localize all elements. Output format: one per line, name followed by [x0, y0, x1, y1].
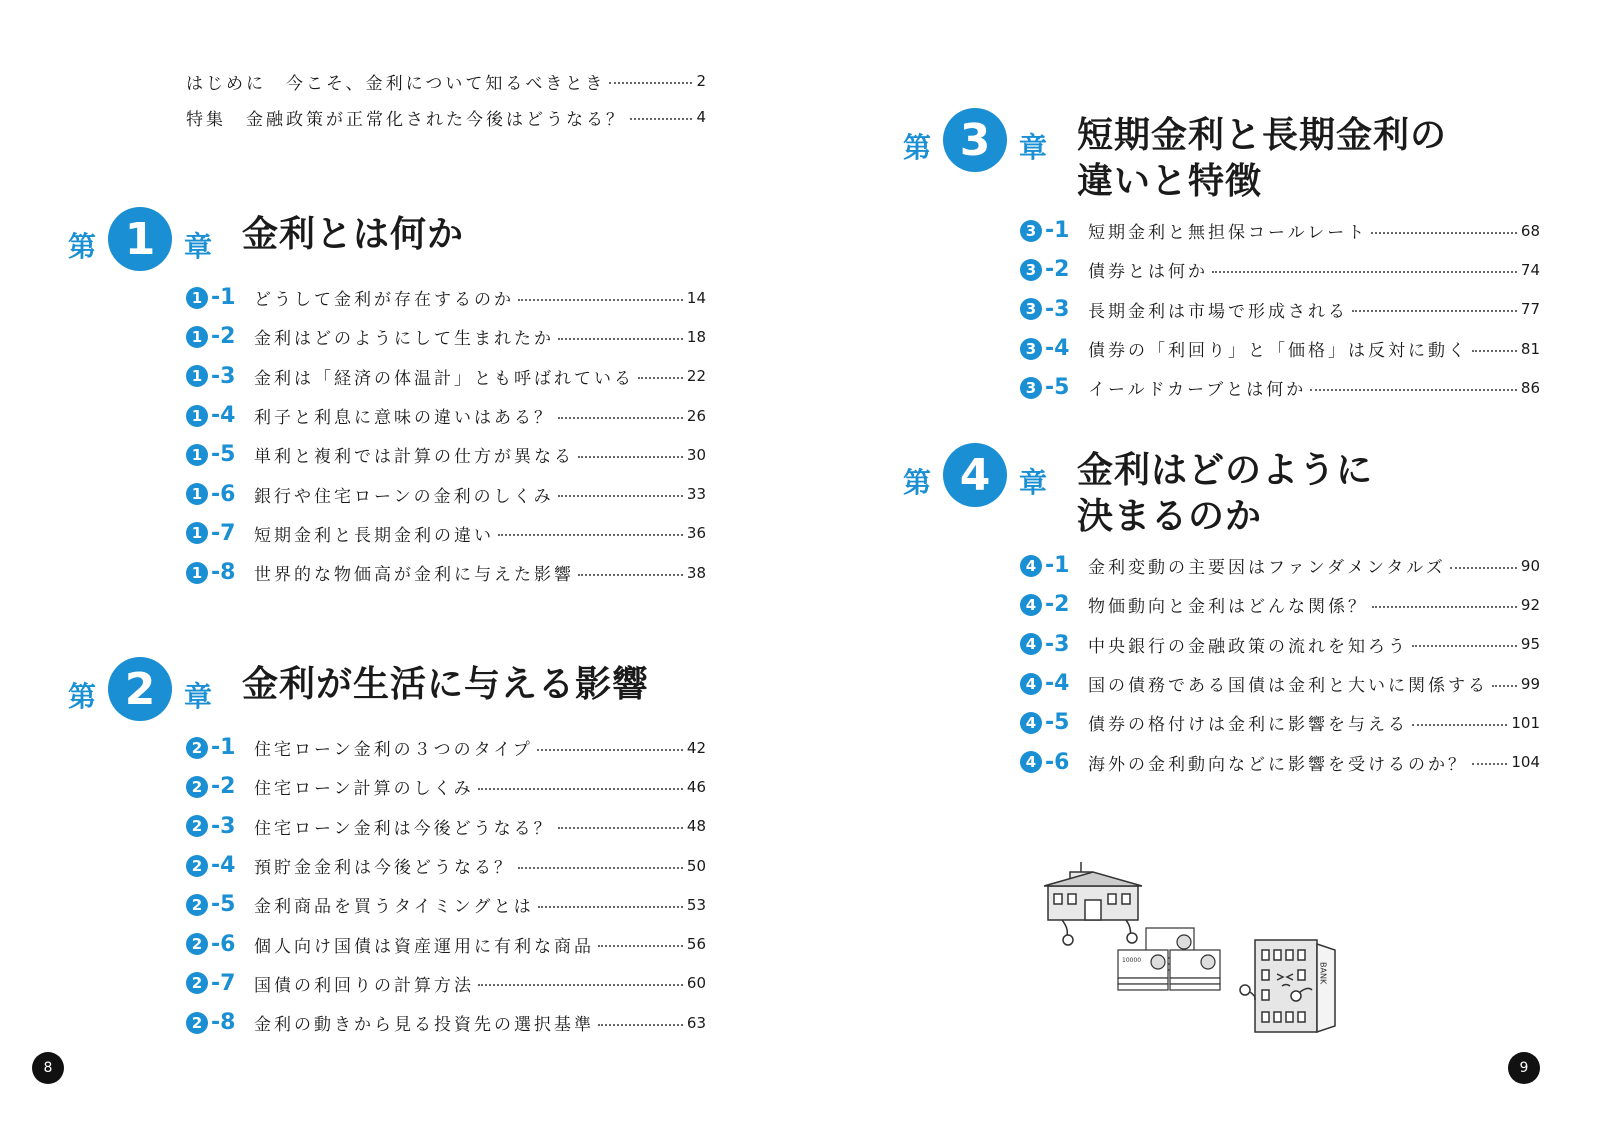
entry-page: 56 [686, 935, 706, 954]
entry-label: 短期金利と無担保コールレート [1088, 223, 1368, 244]
entry-label: 住宅ローン金利の３つのタイプ [254, 740, 533, 761]
toc-entry-2-1[interactable] [186, 728, 706, 767]
entry-number [1020, 375, 1088, 400]
entry-page: 26 [686, 406, 706, 425]
entry-chapter-circle: 2 [186, 855, 208, 877]
chapter-sho: 章 [184, 680, 213, 713]
page-number-right: 9 [1508, 1052, 1540, 1084]
money-flow-illustration [1040, 850, 1350, 1040]
entry-chapter-circle: 4 [1020, 673, 1042, 695]
entry-sub-number: -4 [1045, 671, 1070, 697]
entry-number [186, 971, 254, 996]
entry-page: 60 [686, 974, 706, 993]
front-item-special [186, 103, 706, 131]
chapter-1-heading [68, 207, 464, 271]
entry-number [186, 892, 254, 917]
entry-page: 86 [1520, 378, 1540, 397]
toc-entry-2-8[interactable] [186, 1003, 706, 1042]
entry-label: 金利商品を買うタイミングとは [254, 897, 534, 918]
entry-page: 74 [1520, 260, 1540, 279]
chapter-sho: 章 [1019, 131, 1048, 164]
entry-label: 預貯金金利は今後どうなる？ [254, 858, 514, 879]
entry-page: 50 [686, 856, 706, 875]
entry-chapter-circle: 4 [1020, 712, 1042, 734]
entry-chapter-circle: 1 [186, 483, 208, 505]
entry-label: 単利と複利では計算の仕方が異なる [254, 447, 574, 468]
chapter-number-circle: 3 [943, 108, 1007, 172]
chapter-number-circle: 2 [108, 657, 172, 721]
entry-sub-number: -2 [211, 324, 236, 350]
toc-entry-1-1[interactable] [186, 278, 706, 317]
entry-chapter-circle: 3 [1020, 377, 1042, 399]
entry-sub-number: -8 [211, 560, 236, 586]
toc-entry-2-3[interactable] [186, 807, 706, 846]
entry-page: 95 [1520, 635, 1540, 654]
entry-sub-number: -4 [211, 403, 236, 429]
entry-page: 81 [1520, 339, 1540, 358]
chapter-sho: 章 [184, 230, 213, 263]
entry-page: 53 [686, 895, 706, 914]
entry-number [1020, 218, 1088, 243]
entry-page: 101 [1511, 713, 1540, 732]
leader-dots [1412, 724, 1507, 726]
bill-text: 10000 [1122, 957, 1142, 964]
toc-entry-3-2[interactable] [1020, 250, 1540, 289]
chapter-sho: 章 [1019, 466, 1048, 499]
entry-sub-number: -1 [1045, 218, 1070, 244]
entry-sub-number: -4 [211, 853, 236, 879]
entry-chapter-circle: 1 [186, 405, 208, 427]
leader-dots [478, 984, 683, 986]
leader-dots [598, 945, 683, 947]
chapter-title-line: 決まるのか [1077, 496, 1263, 537]
entry-page: 77 [1520, 300, 1540, 319]
entry-label: 世界的な物価高が金利に与えた影響 [254, 565, 574, 586]
entry-sub-number: -8 [211, 1010, 236, 1036]
chapter-title [1077, 113, 1447, 205]
entry-label: 海外の金利動向などに影響を受けるのか？ [1088, 754, 1468, 775]
leader-dots [598, 1024, 683, 1026]
chapter-1-entries [186, 278, 706, 592]
chapter-2-entries [186, 728, 706, 1042]
commercial-bank-building-icon [1240, 940, 1335, 1032]
entry-sub-number: -1 [211, 735, 236, 761]
entry-label: 住宅ローン金利は今後どうなる？ [254, 818, 554, 839]
entry-sub-number: -7 [211, 520, 236, 546]
entry-label: 短期金利と長期金利の違い [254, 525, 494, 546]
entry-sub-number: -5 [1045, 710, 1070, 736]
entry-sub-number: -6 [211, 931, 236, 957]
entry-number [186, 442, 254, 467]
entry-page: 68 [1520, 221, 1540, 240]
toc-entry-1-7[interactable] [186, 514, 706, 553]
toc-entry-1-2[interactable] [186, 317, 706, 356]
entry-number [186, 560, 254, 585]
entry-number [186, 364, 254, 389]
entry-sub-number: -3 [1045, 296, 1070, 322]
toc-entry-3-5[interactable] [1020, 368, 1540, 407]
entry-number [1020, 750, 1088, 775]
entry-page: 90 [1520, 556, 1540, 575]
entry-sub-number: -2 [1045, 257, 1070, 283]
entry-page: 104 [1511, 753, 1540, 772]
entry-label: 金利はどのようにして生まれたか [254, 329, 554, 350]
entry-number [1020, 671, 1088, 696]
entry-label: 住宅ローン計算のしくみ [254, 779, 474, 800]
entry-chapter-circle: 2 [186, 933, 208, 955]
entry-page: 18 [686, 327, 706, 346]
entry-chapter-circle: 2 [186, 776, 208, 798]
toc-entry-3-3[interactable] [1020, 290, 1540, 329]
entry-number [186, 814, 254, 839]
entry-sub-number: -3 [211, 813, 236, 839]
leader-dots [498, 534, 683, 536]
entry-number [186, 853, 254, 878]
toc-entry-1-3[interactable] [186, 357, 706, 396]
entry-chapter-circle: 2 [186, 972, 208, 994]
leader-dots [558, 338, 683, 340]
front-page: 4 [696, 108, 706, 126]
entry-sub-number: -5 [1045, 375, 1070, 401]
toc-entry-4-3[interactable] [1020, 625, 1540, 664]
front-item-intro [186, 67, 706, 95]
chapter-3-entries [1020, 211, 1540, 407]
chapter-title-line: 金利が生活に与える影響 [242, 664, 650, 705]
toc-entry-1-4[interactable] [186, 396, 706, 435]
entry-chapter-circle: 3 [1020, 220, 1042, 242]
entry-sub-number: -2 [1045, 592, 1070, 618]
central-bank-building-icon [1044, 862, 1142, 945]
toc-entry-4-4[interactable] [1020, 664, 1540, 703]
front-label: 特集 金融政策が正常化された今後はどうなる？ [186, 109, 626, 130]
entry-sub-number: -2 [211, 774, 236, 800]
leader-dots [1450, 567, 1517, 569]
entry-chapter-circle: 1 [186, 287, 208, 309]
leader-dots [1371, 232, 1517, 234]
toc-entry-1-6[interactable] [186, 474, 706, 513]
entry-number [186, 735, 254, 760]
toc-entry-1-8[interactable] [186, 553, 706, 592]
toc-entry-2-6[interactable] [186, 924, 706, 963]
entry-label: 債券の格付けは金利に影響を与える [1088, 715, 1408, 736]
entry-chapter-circle: 2 [186, 1012, 208, 1034]
entry-label: 利子と利息に意味の違いはある？ [254, 408, 554, 429]
toc-entry-4-2[interactable] [1020, 585, 1540, 624]
leader-dots [558, 417, 683, 419]
entry-sub-number: -3 [211, 363, 236, 389]
entry-label: 銀行や住宅ローンの金利のしくみ [254, 486, 554, 507]
toc-entry-3-4[interactable] [1020, 329, 1540, 368]
entry-page: 30 [686, 445, 706, 464]
entry-label: 国債の利回りの計算方法 [254, 975, 474, 996]
chapter-title [242, 212, 464, 258]
leader-dots [1372, 606, 1517, 608]
toc-entry-4-1[interactable] [1020, 546, 1540, 585]
entry-chapter-circle: 2 [186, 894, 208, 916]
front-page: 2 [696, 72, 706, 90]
chapter-2-heading [68, 657, 649, 721]
chapter-number-circle: 4 [943, 443, 1007, 507]
chapter-dai: 第 [903, 466, 932, 499]
entry-sub-number: -4 [1045, 336, 1070, 362]
leader-dots [609, 82, 692, 84]
chapter-4-heading [903, 443, 1373, 540]
toc-entry-2-2[interactable] [186, 767, 706, 806]
entry-label: 個人向け国債は資産運用に有利な商品 [254, 936, 594, 957]
entry-sub-number: -3 [1045, 631, 1070, 657]
entry-number [186, 932, 254, 957]
entry-number [1020, 553, 1088, 578]
entry-sub-number: -5 [211, 892, 236, 918]
chapter-title-line: 金利とは何か [242, 214, 465, 255]
entry-chapter-circle: 3 [1020, 338, 1042, 360]
entry-page: 36 [686, 524, 706, 543]
chapter-dai: 第 [68, 680, 97, 713]
entry-number [186, 285, 254, 310]
chapter-title [1077, 448, 1373, 540]
entry-sub-number: -7 [211, 970, 236, 996]
leader-dots [538, 906, 683, 908]
entry-chapter-circle: 4 [1020, 555, 1042, 577]
toc-entry-4-5[interactable] [1020, 703, 1540, 742]
entry-page: 38 [686, 563, 706, 582]
entry-chapter-circle: 2 [186, 737, 208, 759]
entry-page: 46 [686, 777, 706, 796]
leader-dots [1492, 685, 1517, 687]
toc-entry-2-5[interactable] [186, 885, 706, 924]
leader-dots [1212, 271, 1517, 273]
entry-label: 債券の「利回り」と「価格」は反対に動く [1088, 341, 1468, 362]
chapter-dai: 第 [68, 230, 97, 263]
entry-label: 中央銀行の金融政策の流れを知ろう [1088, 636, 1408, 657]
leader-dots [1352, 310, 1517, 312]
entry-page: 14 [686, 288, 706, 307]
leader-dots [578, 574, 683, 576]
entry-label: どうして金利が存在するのか [254, 290, 514, 311]
entry-number [186, 774, 254, 799]
chapter-title-line: 違いと特徴 [1077, 161, 1263, 202]
entry-label: イールドカーブとは何か [1088, 380, 1307, 401]
chapter-title [242, 662, 649, 708]
entry-chapter-circle: 1 [186, 522, 208, 544]
entry-chapter-circle: 1 [186, 326, 208, 348]
page-number-left: 8 [32, 1052, 64, 1084]
toc-entry-2-7[interactable] [186, 964, 706, 1003]
entry-number [1020, 297, 1088, 322]
leader-dots [537, 749, 683, 751]
entry-label: 金利の動きから見る投資先の選択基準 [254, 1015, 594, 1036]
leader-dots [1472, 763, 1507, 765]
entry-page: 63 [686, 1013, 706, 1032]
entry-chapter-circle: 3 [1020, 298, 1042, 320]
leader-dots [518, 299, 683, 301]
entry-number [1020, 592, 1088, 617]
chapter-title-line: 金利はどのように [1077, 450, 1374, 491]
entry-chapter-circle: 1 [186, 444, 208, 466]
entry-number [1020, 336, 1088, 361]
entry-number [186, 521, 254, 546]
leader-dots [558, 495, 683, 497]
toc-entry-2-4[interactable] [186, 846, 706, 885]
entry-label: 金利変動の主要因はファンダメンタルズ [1088, 558, 1446, 579]
entry-number [1020, 632, 1088, 657]
entry-page: 22 [686, 367, 706, 386]
leader-dots [630, 118, 692, 120]
entry-sub-number: -1 [1045, 553, 1070, 579]
entry-chapter-circle: 1 [186, 562, 208, 584]
leader-dots [1310, 389, 1517, 391]
entry-chapter-circle: 3 [1020, 259, 1042, 281]
entry-sub-number: -6 [1045, 749, 1070, 775]
entry-label: 債券とは何か [1088, 262, 1208, 283]
entry-page: 99 [1520, 674, 1540, 693]
entry-chapter-circle: 2 [186, 815, 208, 837]
chapter-4-entries [1020, 546, 1540, 782]
entry-label: 物価動向と金利はどんな関係？ [1088, 597, 1368, 618]
entry-page: 48 [686, 817, 706, 836]
entry-number [186, 482, 254, 507]
entry-page: 92 [1520, 595, 1540, 614]
entry-number [1020, 257, 1088, 282]
leader-dots [1472, 350, 1517, 352]
leader-dots [1412, 645, 1517, 647]
entry-sub-number: -6 [211, 481, 236, 507]
entry-number [186, 1010, 254, 1035]
toc-entry-1-5[interactable] [186, 435, 706, 474]
entry-chapter-circle: 4 [1020, 751, 1042, 773]
leader-dots [518, 867, 683, 869]
bank-sign: BANK [1318, 962, 1328, 985]
toc-entry-3-1[interactable] [1020, 211, 1540, 250]
entry-number [1020, 710, 1088, 735]
front-label: はじめに 今こそ、金利について知るべきとき [186, 73, 606, 94]
entry-chapter-circle: 4 [1020, 594, 1042, 616]
entry-number [186, 403, 254, 428]
entry-page: 33 [686, 485, 706, 504]
entry-sub-number: -1 [211, 285, 236, 311]
entry-page: 42 [686, 738, 706, 757]
chapter-title-line: 短期金利と長期金利の [1077, 115, 1448, 156]
entry-chapter-circle: 1 [186, 365, 208, 387]
entry-label: 金利は「経済の体温計」とも呼ばれている [254, 368, 634, 389]
entry-sub-number: -5 [211, 442, 236, 468]
entry-label: 国の債務である国債は金利と大いに関係する [1088, 676, 1488, 697]
chapter-dai: 第 [903, 131, 932, 164]
entry-label: 長期金利は市場で形成される [1088, 301, 1348, 322]
toc-entry-4-6[interactable] [1020, 742, 1540, 781]
entry-number [186, 324, 254, 349]
leader-dots [578, 456, 683, 458]
leader-dots [558, 827, 683, 829]
chapter-number-circle: 1 [108, 207, 172, 271]
leader-dots [638, 377, 683, 379]
chapter-3-heading [903, 108, 1447, 205]
entry-chapter-circle: 4 [1020, 633, 1042, 655]
leader-dots [478, 788, 683, 790]
